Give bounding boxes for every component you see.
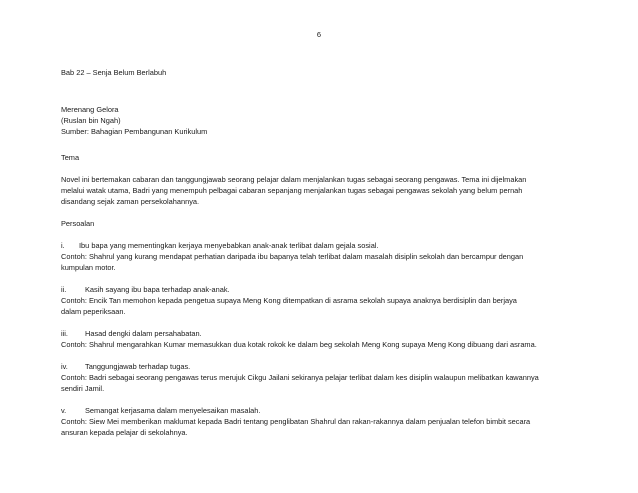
item-marker: iv. [61, 362, 68, 371]
source-title: Merenang Gelora [61, 105, 119, 114]
persoalan-item-example-cont: ansuran kepada pelajar di sekolahnya. [61, 428, 188, 437]
item-marker: iii. [61, 329, 68, 338]
item-title-text: Kasih sayang ibu bapa terhadap anak-anak. [85, 285, 230, 294]
persoalan-item-example: Contoh: Encik Tan memohon kepada pengetua supaya Meng Kong ditempatkan di asrama sekolah supaya anaknya berdisiplin dan berjaya [61, 296, 517, 305]
tema-line-3: disandang sejak zaman persekolahannya. [61, 197, 200, 206]
persoalan-item-example: Contoh: Siew Mei memberikan maklumat kepada Badri tentang penglibatan Shahrul dan rakan-rakannya dalam penjualan telefon bimbit secara [61, 417, 531, 426]
persoalan-item-example: Contoh: Badri sebagai seorang pengawas terus merujuk Cikgu Jailani sekiranya pelajar terlibat dalam kes disiplin walaupun melibatkan kawannya [61, 373, 539, 382]
persoalan-item-example: Contoh: Shahrul yang kurang mendapat perhatian daripada ibu bapanya telah terlibat dalam masalah disiplin sekolah dan bercampur dengan [61, 252, 524, 261]
persoalan-item-title [61, 361, 581, 372]
source-reference: Sumber: Bahagian Pembangunan Kurikulum [61, 127, 208, 136]
tema-heading: Tema [61, 153, 80, 162]
item-title-text: Tanggungjawab terhadap tugas. [85, 362, 191, 371]
item-marker: ii. [61, 285, 67, 294]
item-title-text: Hasad dengki dalam persahabatan. [85, 329, 202, 338]
persoalan-item-example-cont: dalam peperiksaan. [61, 307, 126, 316]
item-marker: v. [61, 406, 67, 415]
chapter-title: Bab 22 – Senja Belum Berlabuh [61, 68, 167, 77]
tema-line-2: melalui watak utama, Badri yang menempuh pelbagai cabaran sepanjang menjalankan tugas sebagai pengawas sekolah yang belum pernah [61, 186, 523, 195]
item-title-text: Semangat kerjasama dalam menyelesaikan masalah. [85, 406, 261, 415]
item-marker: i. [61, 241, 65, 250]
tema-line-1: Novel ini bertemakan cabaran dan tanggungjawab seorang pelajar dalam menjalankan tugas sebagai seorang pengawas. Tema ini dijelmakan [61, 175, 527, 184]
source-author: (Ruslan bin Ngah) [61, 116, 121, 125]
persoalan-item-example-cont: sendiri Jamil. [61, 384, 105, 393]
persoalan-heading: Persoalan [61, 219, 95, 228]
persoalan-item-title [61, 328, 581, 339]
persoalan-item-example: Contoh: Shahrul mengarahkan Kumar memasukkan dua kotak rokok ke dalam beg sekolah Meng Kong supaya Meng Kong dibuang dari asrama. [61, 340, 537, 349]
persoalan-item-example-cont: kumpulan motor. [61, 263, 116, 272]
persoalan-item-title [61, 284, 581, 295]
item-title-text: Ibu bapa yang mementingkan kerjaya menyebabkan anak-anak terlibat dalam gejala sosial. [79, 241, 379, 250]
persoalan-item-title [61, 240, 581, 251]
persoalan-item-title [61, 405, 581, 416]
document-body [61, 67, 581, 438]
page-number: 6 [316, 30, 322, 39]
